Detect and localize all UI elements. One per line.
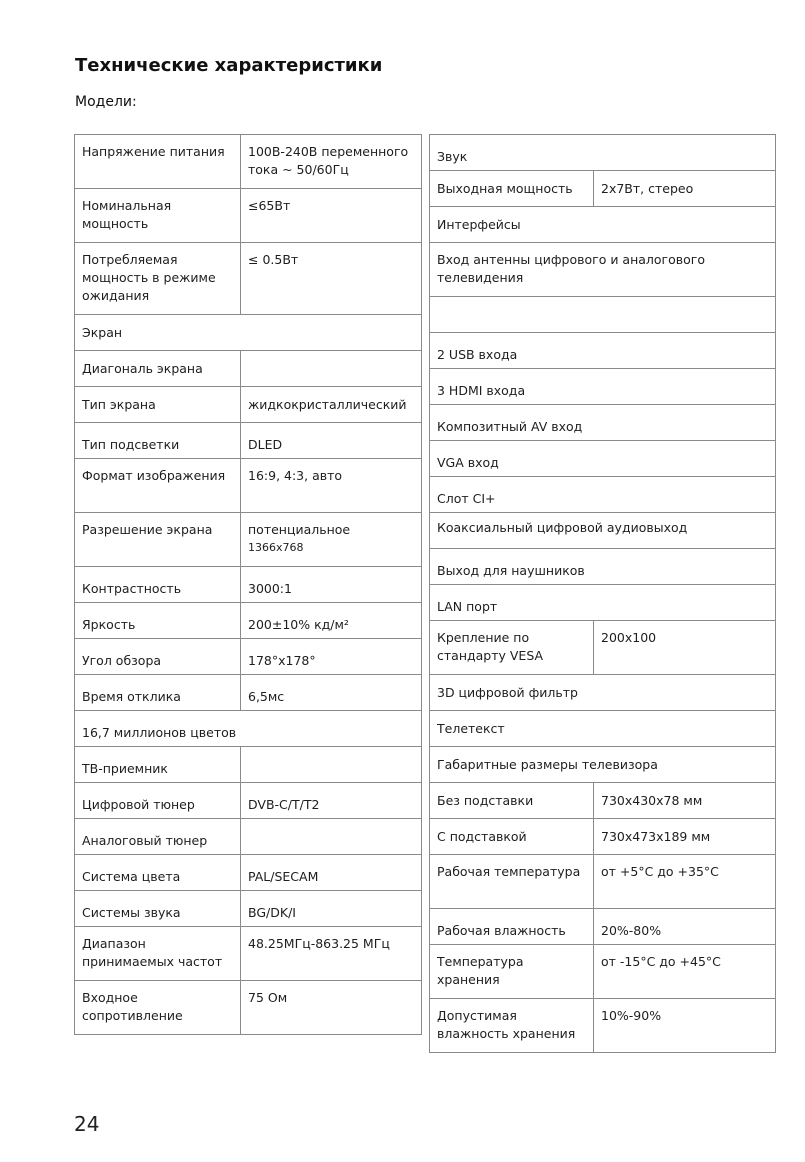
spec-value: [241, 513, 422, 567]
table-row: [430, 369, 776, 405]
colors-row: 16,7 миллионов цветов: [75, 711, 422, 747]
spec-label: Рабочая температура: [430, 855, 594, 909]
table-row: [75, 783, 422, 819]
spec-label: Вход антенны цифрового и аналогового телевидения: [430, 243, 776, 297]
table-row: [430, 333, 776, 369]
table-row: [430, 549, 776, 585]
section-heading: Габаритные размеры телевизора: [430, 747, 776, 783]
spec-label: Номинальная мощность: [75, 189, 241, 243]
spec-label: Контрастность: [75, 567, 241, 603]
table-row: [75, 315, 422, 351]
table-row: [430, 441, 776, 477]
table-row: [430, 171, 776, 207]
table-row: [430, 909, 776, 945]
spec-value: жидкокристаллический: [241, 387, 422, 423]
spec-value: PAL/SECAM: [241, 855, 422, 891]
table-row: [75, 639, 422, 675]
spec-value: 3000:1: [241, 567, 422, 603]
table-row: [75, 243, 422, 315]
table-row: [430, 855, 776, 909]
table-row: [75, 927, 422, 981]
spec-value: [241, 819, 422, 855]
spec-label: Яркость: [75, 603, 241, 639]
spec-value: 200±10% кд/м²: [241, 603, 422, 639]
table-row: [75, 981, 422, 1035]
page-title: Технические характеристики: [75, 55, 383, 76]
spec-label: Крепление по стандарту VESA: [430, 621, 594, 675]
spec-label: Аналоговый тюнер: [75, 819, 241, 855]
spec-label: Потребляемая мощность в режиме ожидания: [75, 243, 241, 315]
spec-label: Выход для наушников: [430, 549, 776, 585]
table-row: [75, 459, 422, 513]
table-row: [75, 135, 422, 189]
spec-value: 200x100: [594, 621, 776, 675]
spec-value: 730x430x78 мм: [594, 783, 776, 819]
spec-value: 48.25МГц-863.25 МГц: [241, 927, 422, 981]
table-row: [75, 513, 422, 567]
spec-label: 3 HDMI входа: [430, 369, 776, 405]
spec-label: 2 USB входа: [430, 333, 776, 369]
spec-label: Без подставки: [430, 783, 594, 819]
table-row: [430, 297, 776, 333]
table-row: [430, 945, 776, 999]
table-row: [430, 135, 776, 171]
spec-label: Формат изображения: [75, 459, 241, 513]
spec-label: Слот CI+: [430, 477, 776, 513]
spec-label: Входное сопротивление: [75, 981, 241, 1035]
spec-value: DLED: [241, 423, 422, 459]
table-row: [430, 783, 776, 819]
spec-label: Системы звука: [75, 891, 241, 927]
table-row: [75, 603, 422, 639]
section-heading: Экран: [75, 315, 422, 351]
spec-label: Разрешение экрана: [75, 513, 241, 567]
resolution-pixels: 1366x768: [248, 541, 304, 554]
spec-value: DVB-C/T/T2: [241, 783, 422, 819]
specs-table-right: [429, 134, 776, 1053]
spec-label: VGA вход: [430, 441, 776, 477]
table-row: [430, 405, 776, 441]
spec-label: Телетекст: [430, 711, 776, 747]
spec-label: Тип подсветки: [75, 423, 241, 459]
table-row: [430, 711, 776, 747]
table-row: [430, 243, 776, 297]
table-row: [75, 747, 422, 783]
spec-value: ≤65Вт: [241, 189, 422, 243]
page-number: 24: [74, 1112, 100, 1136]
spec-label: Допустимая влажность хранения: [430, 999, 594, 1053]
spec-label: Угол обзора: [75, 639, 241, 675]
table-row: [75, 675, 422, 711]
section-heading: Звук: [430, 135, 776, 171]
table-row: [75, 351, 422, 387]
spec-value: от -15°C до +45°C: [594, 945, 776, 999]
table-row: [75, 891, 422, 927]
spec-value: 178°x178°: [241, 639, 422, 675]
specs-table-left: [74, 134, 422, 1035]
spec-value: 6,5мс: [241, 675, 422, 711]
table-row: [75, 711, 422, 747]
table-row: [430, 585, 776, 621]
table-row: [430, 819, 776, 855]
table-row: [75, 423, 422, 459]
spec-value: от +5°C до +35°C: [594, 855, 776, 909]
table-row: [430, 747, 776, 783]
table-row: [430, 477, 776, 513]
table-row: [430, 207, 776, 243]
spec-value: 20%-80%: [594, 909, 776, 945]
spec-label: Время отклика: [75, 675, 241, 711]
table-row: [75, 567, 422, 603]
table-row: [430, 513, 776, 549]
spec-value: 75 Ом: [241, 981, 422, 1035]
spec-label: ТВ-приемник: [75, 747, 241, 783]
spec-label: С подставкой: [430, 819, 594, 855]
resolution-type: потенциальное: [248, 522, 351, 537]
spec-value: 2x7Вт, стерео: [594, 171, 776, 207]
table-row: [75, 855, 422, 891]
spec-label: Коаксиальный цифровой аудиовыход: [430, 513, 776, 549]
empty-row: [430, 297, 776, 333]
spec-label: Выходная мощность: [430, 171, 594, 207]
models-label: Модели:: [75, 94, 137, 110]
spec-label: Температура хранения: [430, 945, 594, 999]
spec-label: LAN порт: [430, 585, 776, 621]
spec-label: Композитный AV вход: [430, 405, 776, 441]
section-heading: Интерфейсы: [430, 207, 776, 243]
table-row: [430, 621, 776, 675]
table-row: [430, 675, 776, 711]
table-row: [75, 819, 422, 855]
spec-label: 3D цифровой фильтр: [430, 675, 776, 711]
table-row: [75, 189, 422, 243]
spec-value: ≤ 0.5Вт: [241, 243, 422, 315]
spec-value: 16:9, 4:3, авто: [241, 459, 422, 513]
spec-value: 10%-90%: [594, 999, 776, 1053]
spec-value: 100В-240В переменного тока ~ 50/60Гц: [241, 135, 422, 189]
spec-label: Диапазон принимаемых частот: [75, 927, 241, 981]
spec-label: Система цвета: [75, 855, 241, 891]
table-row: [75, 387, 422, 423]
spec-value: [241, 351, 422, 387]
spec-value: [241, 747, 422, 783]
spec-label: Цифровой тюнер: [75, 783, 241, 819]
spec-label: Напряжение питания: [75, 135, 241, 189]
spec-value: 730x473x189 мм: [594, 819, 776, 855]
spec-label: Диагональ экрана: [75, 351, 241, 387]
spec-value: BG/DK/I: [241, 891, 422, 927]
spec-label: Рабочая влажность: [430, 909, 594, 945]
table-row: [430, 999, 776, 1053]
spec-label: Тип экрана: [75, 387, 241, 423]
